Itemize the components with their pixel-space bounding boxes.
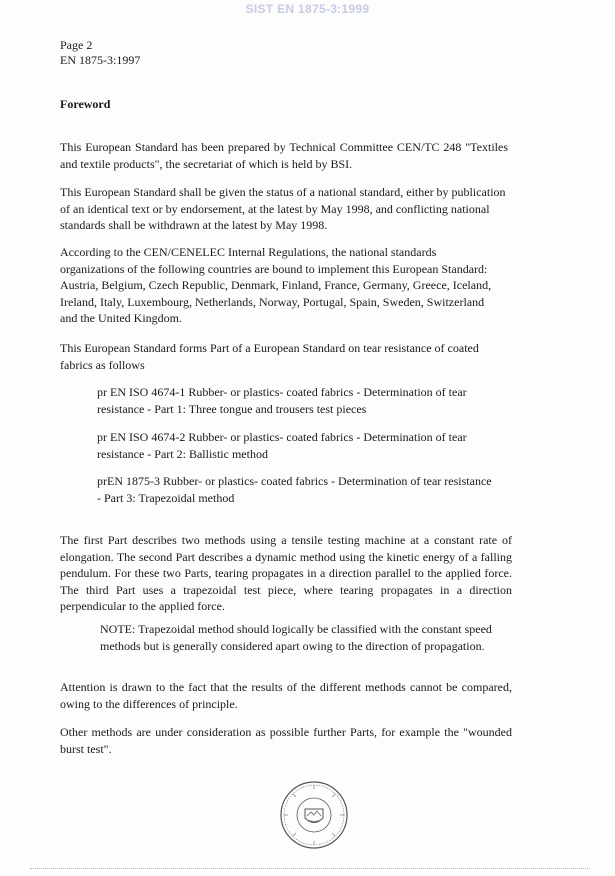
paragraph-other-methods: Other methods are under consideration as possible further Parts, for example the "wounded burst test". [60,725,512,756]
list-item-part-2: pr EN ISO 4674-2 Rubber- or plastics- coated fabrics - Determination of tear resistance - Part 2: Ballistic method [97,430,467,461]
footer-divider [30,868,590,870]
section-heading: Foreword [60,97,111,111]
paragraph-regulations: According to the CEN/CENELEC Internal Regulations, the national standards organizations of the following countries are bound to implement this European Standard: Austria, Belgium, Czech Republic, Denmark, Finland, France, Germany, Greece, Iceland, Ireland, Italy, Luxembourg, Netherlands, Norway, Portugal, Spain, Sweden, Switzerland and the United Kingdom. [60,245,492,325]
paragraph-status: This European Standard shall be given the status of a national standard, either by publication of an identical text or by endorsement, at the latest by May 1998, and conflicting national standards shall be withdrawn at the latest by May 1998. [60,185,506,232]
document-id: EN 1875-3:1997 [60,53,141,67]
list-item-part-3: prEN 1875-3 Rubber- or plastics- coated fabrics - Determination of tear resistance - Part 3: Trapezoidal method [97,474,492,505]
list-item-part-1: pr EN ISO 4674-1 Rubber- or plastics- coated fabrics - Determination of tear resistance - Part 1: Three tongue and trousers test pieces [97,385,467,416]
paragraph-methods: The first Part describes two methods using a tensile testing machine at a constant rate of elongation. The second Part describes a dynamic method using the kinetic energy of a falling pendulum. For these two Parts, tearing propagates in a direction parallel to the applied force. The third Part uses a trapezoidal test piece, where tearing propagates in a direction perpendicular to the applied force. [60,533,512,613]
paragraph-attention: Attention is drawn to the fact that the results of the different methods cannot be compared, owing to the differences of principle. [60,680,512,711]
page-number: Page 2 [60,38,93,52]
paragraph-parts-intro: This European Standard forms Part of a European Standard on tear resistance of coated fabrics as follows [60,341,479,372]
paragraph-committee: This European Standard has been prepared by Technical Committee CEN/TC 248 "Textiles and textile products", the secretariat of which is held by BSI. [60,140,508,171]
page-header [60,38,140,68]
watermark: SIST EN 1875-3:1999 [245,2,370,16]
official-stamp-icon [279,780,349,850]
note: NOTE: Trapezoidal method should logically be classified with the constant speed methods but is generally considered apart owing to the direction of propagation. [100,622,492,653]
